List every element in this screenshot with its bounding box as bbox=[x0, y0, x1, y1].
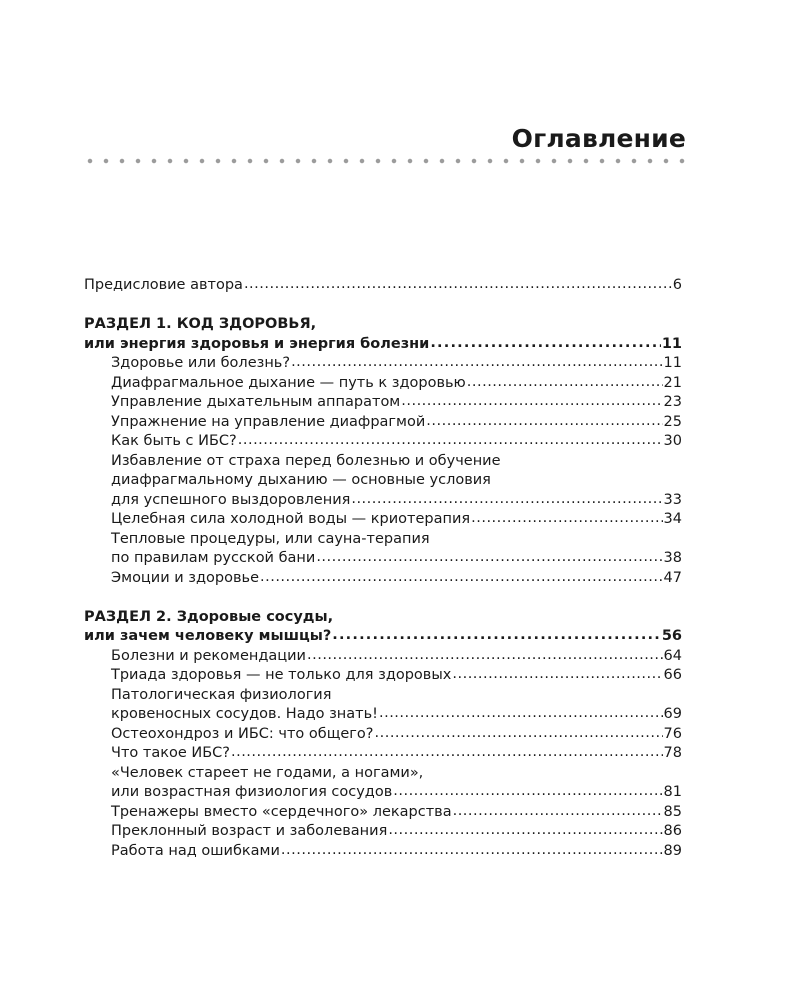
section-1-subheading[interactable] bbox=[84, 335, 682, 355]
dot-leader bbox=[260, 568, 663, 588]
entry-text: Патологическая физиология bbox=[111, 686, 332, 703]
dot-leader bbox=[426, 412, 662, 432]
page-number: 25 bbox=[663, 413, 682, 430]
entry-text: Эмоции и здоровье bbox=[111, 569, 259, 586]
toc-entry[interactable] bbox=[84, 842, 682, 862]
page-number: 33 bbox=[663, 491, 682, 508]
entry-text: или возрастная физиология сосудов bbox=[111, 784, 393, 800]
page-number: 64 bbox=[663, 647, 682, 664]
section-subtitle: или энергия здоровья и энергия болезни bbox=[84, 335, 430, 352]
toc-entry[interactable] bbox=[84, 822, 682, 842]
page-number: 38 bbox=[663, 550, 682, 566]
entry-text: Управление дыхательным аппаратом bbox=[111, 394, 401, 410]
page-number: 78 bbox=[663, 745, 682, 761]
dot-leader bbox=[471, 509, 662, 529]
toc-entry[interactable] bbox=[84, 803, 682, 823]
dotted-divider bbox=[82, 158, 690, 164]
page-number: 30 bbox=[663, 433, 682, 449]
entry-text: «Человек стареет не годами, а ногами», bbox=[111, 764, 424, 781]
dot-leader bbox=[281, 841, 663, 861]
entry-text: для успешного выздоровления bbox=[111, 491, 351, 508]
dot-leader bbox=[453, 802, 663, 822]
entry-text: Остеохондроз и ИБС: что общего? bbox=[111, 725, 374, 742]
toc-entry[interactable] bbox=[84, 705, 682, 725]
toc-entry[interactable] bbox=[84, 744, 682, 764]
table-of-contents bbox=[84, 276, 682, 861]
page-number: 69 bbox=[663, 706, 682, 722]
dot-leader bbox=[231, 743, 663, 763]
toc-entry-line[interactable] bbox=[84, 764, 682, 784]
toc-entry-line[interactable] bbox=[84, 686, 682, 706]
entry-text: Целебная сила холодной воды — криотерапия bbox=[111, 511, 471, 527]
entry-text: по правилам русской бани bbox=[111, 550, 316, 566]
dot-leader bbox=[316, 548, 662, 568]
page-number: 11 bbox=[663, 355, 682, 371]
entry-text: Триада здоровья — не только для здоровых bbox=[111, 667, 452, 683]
dot-leader bbox=[307, 646, 663, 666]
toc-entry[interactable] bbox=[84, 647, 682, 667]
section-2-heading[interactable] bbox=[84, 608, 682, 628]
dot-leader bbox=[467, 373, 663, 393]
page-number: 89 bbox=[663, 842, 682, 859]
entry-text: диафрагмальному дыханию — основные условия bbox=[111, 472, 491, 488]
entry-text: Преклонный возраст и заболевания bbox=[111, 823, 388, 839]
section-2-subheading[interactable] bbox=[84, 627, 682, 647]
dot-leader bbox=[244, 275, 672, 295]
dot-leader bbox=[401, 392, 662, 412]
entry-text: Как быть с ИБС? bbox=[111, 433, 237, 449]
toc-entry-line[interactable] bbox=[84, 530, 682, 550]
page-number: 86 bbox=[663, 823, 682, 839]
entry-text: Что такое ИБС? bbox=[111, 745, 230, 761]
toc-entry[interactable] bbox=[84, 413, 682, 433]
toc-entry[interactable] bbox=[84, 549, 682, 569]
section-1-heading[interactable] bbox=[84, 315, 682, 335]
page-number: 6 bbox=[672, 277, 682, 293]
toc-entry[interactable] bbox=[84, 510, 682, 530]
toc-entry-line[interactable] bbox=[84, 452, 682, 472]
entry-text: Избавление от страха перед болезнью и обучение bbox=[111, 452, 501, 469]
page-number: 47 bbox=[663, 569, 682, 586]
toc-entry[interactable] bbox=[84, 374, 682, 394]
toc-entry[interactable] bbox=[84, 725, 682, 745]
entry-text: кровеносных сосудов. Надо знать! bbox=[111, 706, 378, 722]
entry-text: Работа над ошибками bbox=[111, 842, 280, 859]
dot-leader bbox=[430, 334, 660, 354]
toc-entry[interactable] bbox=[84, 432, 682, 452]
entry-text: Предисловие автора bbox=[84, 277, 243, 293]
section-title: РАЗДЕЛ 1. КОД ЗДОРОВЬЯ, bbox=[84, 316, 317, 332]
page-number: 85 bbox=[663, 803, 682, 820]
dot-leader bbox=[291, 353, 662, 373]
page-number: 23 bbox=[663, 394, 682, 410]
page-number: 11 bbox=[661, 335, 682, 352]
dot-leader bbox=[379, 704, 663, 724]
dot-leader bbox=[388, 821, 662, 841]
toc-entry[interactable] bbox=[84, 491, 682, 511]
entry-text: Здоровье или болезнь? bbox=[111, 355, 291, 371]
toc-entry-preface[interactable] bbox=[84, 276, 682, 296]
entry-text: Болезни и рекомендации bbox=[111, 647, 306, 664]
page-number: 76 bbox=[663, 725, 682, 742]
page-number: 66 bbox=[663, 667, 682, 683]
toc-entry[interactable] bbox=[84, 393, 682, 413]
dot-leader bbox=[452, 665, 662, 685]
page-number: 34 bbox=[663, 511, 682, 527]
toc-entry[interactable] bbox=[84, 569, 682, 589]
section-title: РАЗДЕЛ 2. Здоровые сосуды, bbox=[84, 608, 334, 625]
toc-entry-line[interactable] bbox=[84, 471, 682, 491]
dot-leader bbox=[332, 626, 661, 646]
toc-entry[interactable] bbox=[84, 666, 682, 686]
entry-text: Упражнение на управление диафрагмой bbox=[111, 413, 426, 430]
dot-leader bbox=[393, 782, 662, 802]
page-number: 81 bbox=[663, 784, 682, 800]
page-number: 56 bbox=[661, 628, 682, 644]
page-title: Оглавление bbox=[511, 124, 686, 153]
dot-leader bbox=[375, 724, 663, 744]
page-number: 21 bbox=[663, 374, 682, 391]
dot-leader bbox=[238, 431, 663, 451]
toc-entry[interactable] bbox=[84, 783, 682, 803]
entry-text: Диафрагмальное дыхание — путь к здоровью bbox=[111, 374, 466, 391]
toc-entry[interactable] bbox=[84, 354, 682, 374]
section-subtitle: или зачем человеку мышцы? bbox=[84, 628, 332, 644]
dot-leader bbox=[351, 490, 662, 510]
entry-text: Тренажеры вместо «сердечного» лекарства bbox=[111, 803, 452, 820]
entry-text: Тепловые процедуры, или сауна-терапия bbox=[111, 530, 430, 547]
